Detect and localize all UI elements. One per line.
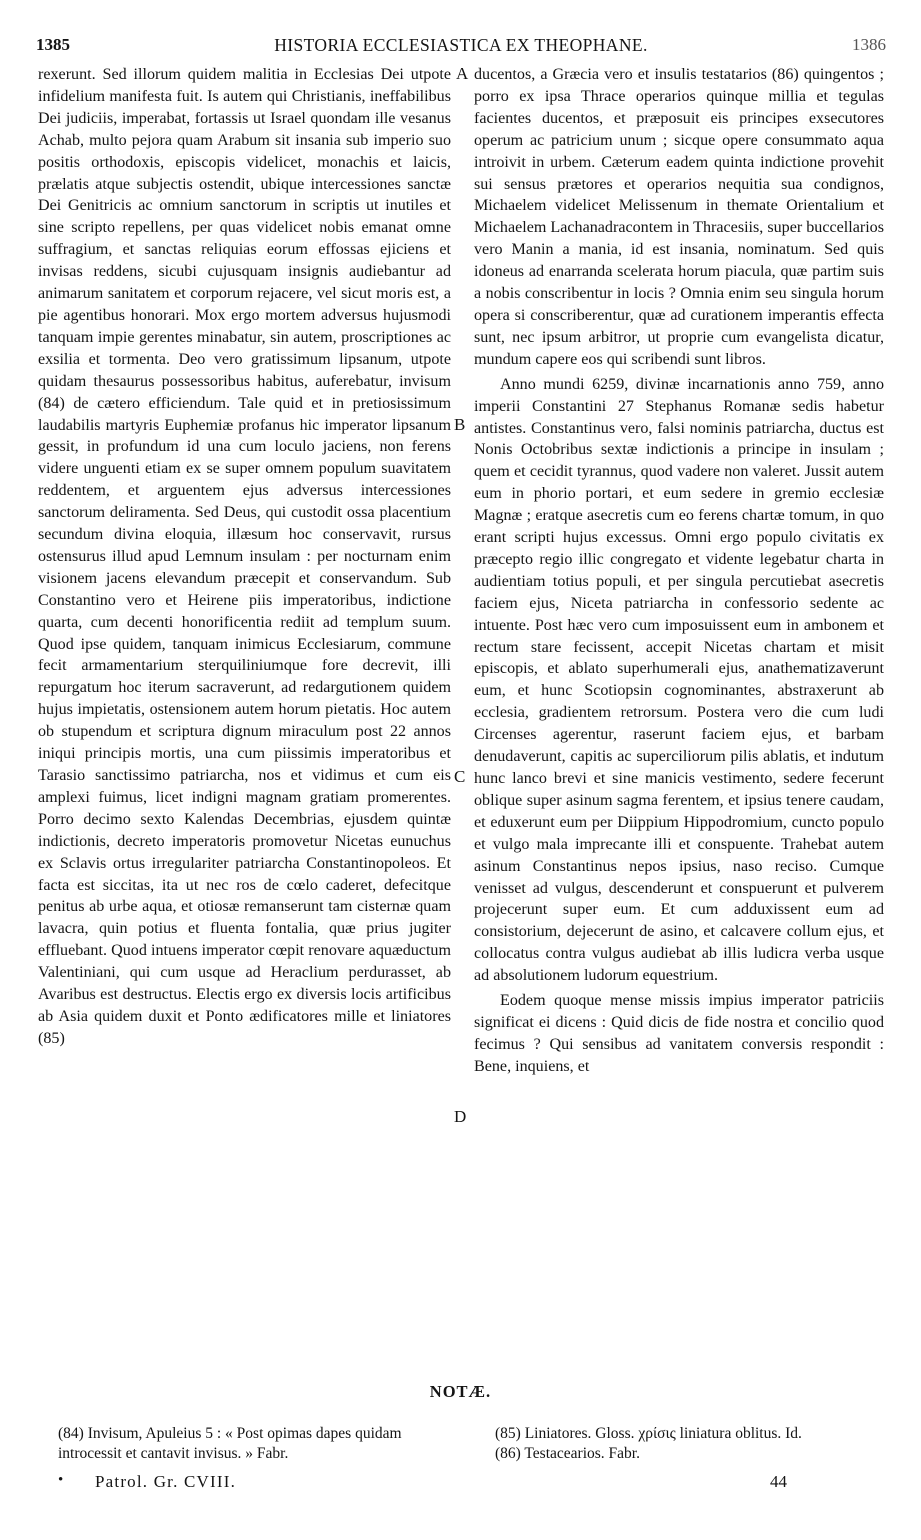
right-paragraph: Eodem quoque mense missis impius imperator patriciis significat ei dicens : Quid dicis de fide nostra et concilio quod fecimus ? Qui sensibus ad vanitatem conversis respondit : Bene, inquiens, et <box>474 992 884 1075</box>
notes-title: NOTÆ. <box>429 1382 492 1401</box>
margin-marker-b: B <box>454 415 466 434</box>
footnote-86: (86) Testacearios. Fabr. <box>495 1445 640 1462</box>
margin-marker-d: D <box>454 1107 467 1126</box>
left-paragraph: rexerunt. Sed illorum quidem malitia in Ecclesias Dei utpote infidelium manifesta fuit. Is autem qui Christianis, ineffabilibus Dei judiciis, imperabat, fortassis ut Israel quondam ille vesanus Achab, multo pejora quam Arabum sit insania sub imperio suo positis orthodoxis, episcopis videlicet, monachis et laicis, prælatis atque subjectis ostendit, ubique intercessiones sanctæ Dei Genitricis ac omnium sanctorum in scriptis ut inutiles et sine scripto repellens, per quas videlicet nobis emanat omne suffragium, et sanctas reliquias eorum effossas ejiciens et invisas reddens, sicubi cujusquam insignis audiebantur ad animarum sanitatem et corporum rejacere, vel sicut moris est, a pie agentibus honorari. Mox ergo mortem adversus hujusmodi tanquam impie gerentes minabatur, sin autem, proscriptiones ac exsilia et tormenta. Deo vero gratissimum lipsanum, utpote quidam thesaurus possessoribus habitus, auferebatur, invisum (84) de cætero efficiendum. Tale quid et in pretiosissimum laudabilis martyris Euphemiæ profanus hic imperator lipsanum gessit, in profundum id una cum loculo jaciens, non ferens videre unguenti etiam ex se super omnem populum suavitatem reddentem, et arguentem ejus adversus intercessiones sanctorum deliramenta. Sed Deus, qui custodit ossa placentium secundum divina eloquia, illæsum hoc conservavit, rursus ostensurus illud apud Lemnum insulam : per nocturnam enim visionem jacens elevandum præcepit et conservandum. Sub Constantino vero et Heirene piis imperatoribus, indictione quarta, cum decenti honorificentia rediit ad templum suum. Quod ipse quidem, tanquam inimicus Ecclesiarum, commune fecit armamentarium sterquiliniumque fore decrevit, illi repurgatum hoc iterum sacraverunt, ad redargutionem quidem hujus impietatis, ostensionem autem horum pietatis. Hoc autem ob stupendum et scriptura dignum miraculum post 22 annos iniqui principis mortis, una cum piissimis imperatoribus et Tarasio sanctissimo patriarcha, nos et vidimus et cum eis amplexi fuimus, licet indigni magnam gratiam promerentes. Porro decimo sexto Kalendas Decembrias, ejusdem quintæ indictionis, decreto imperatoris promovetur Nicetas eunuchus ex Sclavis ortus irregulariter patriarcha Constantinopoleos. Et facta est siccitas, ita ut nec ros de cœlo caderet, defecitque penitus ab urbe aqua, et otiosæ remanserunt tam cisternæ quam lavacra, quin potius et fluenta fontalia, quæ prius jugiter effluebant. Quod intuens imperator cœpit renovare aquæductum Valentiniani, qui cum usque ad Heraclium perdurasset, ab Avaribus est destructus. Electis ergo ex diversis locis artificibus ab Asia quidem duxit et Ponto ædificatores mille et liniatores (85) <box>38 66 451 1047</box>
footer-bullet: • <box>58 1472 64 1488</box>
right-paragraph: ducentos, a Græcia vero et insulis testatarios (86) quingentos ; porro ex ipsa Thrace operarios quinque millia et tegulas facientes ducentos, et præposuit eis principes exsecutores operum ac patricium unum ; sicque opere consummato aqua introivit in urbem. Cæterum eadem quinta indictione provehit sui sensus prætores et operarios nequitia sua condignos, Michaelem videlicet Melissenum in themate Orientalium et Michaelem Lachanadracontem in Thracesiis, super buccellarios vero Manin a mania, id est insania, nominatum. Sed quis idoneus ad enarranda scelerata horum piacula, quæ partim suis a nobis conscribentur in locis ? Omnia enim seu singula horum opera si conscriberentur, quæ ad curationem imperantis effecta sunt, nec ipsum arbitror, ut proprie cum evangelista dicatur, mundum capere eos qui scribendi sunt libros. <box>474 66 884 368</box>
right-column <box>474 64 884 1078</box>
margin-marker-c: C <box>454 767 466 786</box>
page-number-left: 1385 <box>36 35 70 54</box>
running-title: HISTORIA ECCLESIASTICA EX THEOPHANE. <box>274 35 648 55</box>
footer-sheet-number: 44 <box>770 1472 787 1491</box>
footnote-84: (84) Invisum, Apuleius 5 : « Post opimas dapes quidam introcessit et cantavit invisus. » Fabr. <box>58 1425 402 1462</box>
right-paragraph: Anno mundi 6259, divinæ incarnationis anno 759, anno imperii Constantini 27 Stephanus Romanæ sedis habetur antistes. Constantinus vero, falsi nominis patriarcha, ductus est Nonis Octobribus sextæ indictionis a principe in insulam ; quem et cecidit tyrannus, quod vadere non valeret. Jussit autem eum in phorio portari, et eum sedere in gremio ecclesiæ Magnæ ; eratque asecretis cum eo ferens chartæ tomum, in quo erant scripti hujus excessus. Omni ergo populo civitatis ex præcepto regio illic congregato et vidente legebatur charta in audientiam totius populi, et per singula percutiebat asecretis faciem ejus, Niceta patriarcha in confessorio sedente ac intuente. Post hæc vero cum imposuissent eum in ambonem et rectum stare fecissent, accepit Nicetas chartam et misit episcopis, et ablato superhumerali ejus, anathematizaverunt eum, et hunc Scotiopsin cognominantes, abstraxerunt ab ecclesia, gradientem retrorsum. Postera vero die cum ludi Circenses agerentur, raserunt faciem ejus, et barbam denudaverunt, capitis ac superciliorum pilis ablatis, et indutum hunc lanco brevi et sine manicis vestimento, sedere fecerunt oblique super asinum sagma ferentem, et ipsius tenere caudam, et eduxerunt eum per Diippium Hippodromium, cuncto populo et vulgo mala imprecante illi et conspuente. Trahebat autem asinum Constantinus nepos ipsius, naso reciso. Cumque venisset ad vulgus, descenderunt et conspuerunt et pulverem projecerunt super eum. Et cum adduxissent eum ad consistorium, dejecerunt de asino, et calcavere collum ejus, et collocatus contra vulgus audiebat ab illis ludicra verba usque ad absolutionem ludorum equestrium. <box>474 375 884 985</box>
page-header <box>36 35 886 61</box>
margin-marker-a: A <box>456 64 469 83</box>
page-number-right: 1386 <box>852 35 886 54</box>
left-column <box>38 64 451 1050</box>
footnote-85: (85) Liniatores. Gloss. χρίσις liniatura oblitus. Id. <box>495 1425 802 1442</box>
footnotes-right <box>495 1424 895 1464</box>
footer-signature: Patrol. Gr. CVIII. <box>95 1472 237 1491</box>
